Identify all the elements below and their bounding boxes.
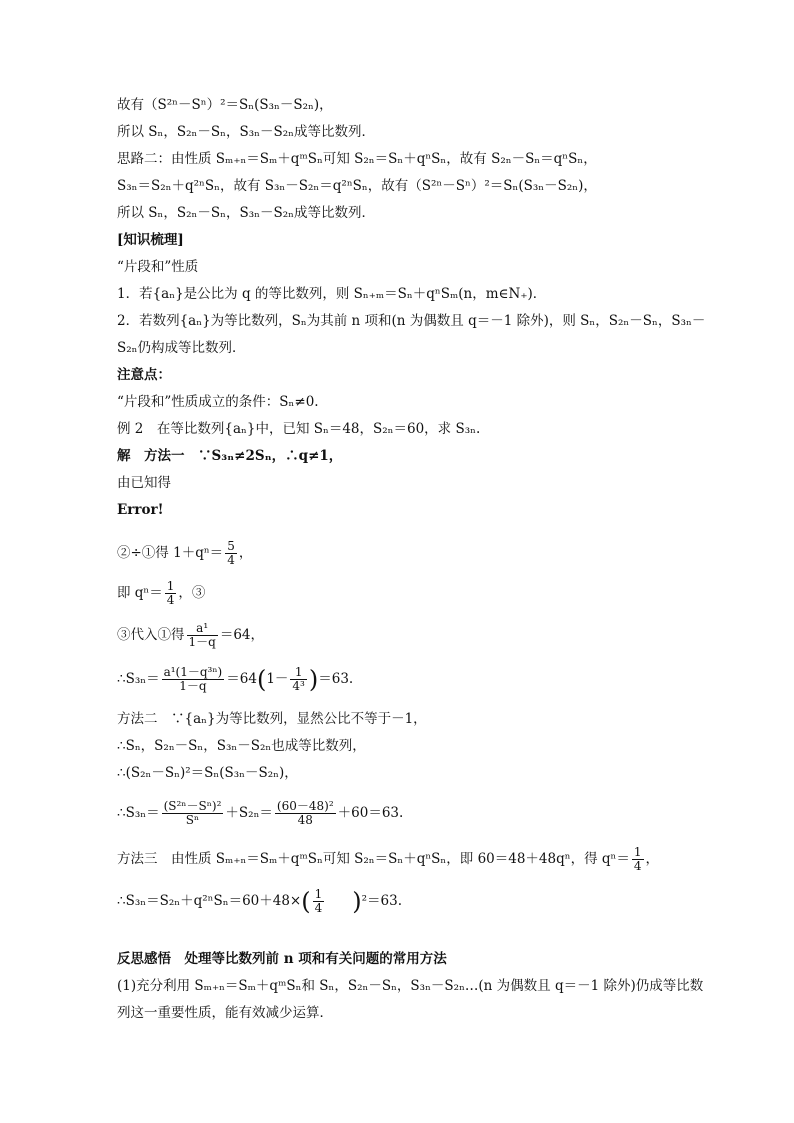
text-line: S₂ₙ仍构成等比数列． xyxy=(117,340,246,356)
text-line: (1)充分利用 Sₘ₊ₙ＝Sₘ＋qᵐSₙ和 Sₙ，S₂ₙ－Sₙ，S₃ₙ－S₂ₙ…(n 为偶数且 q＝－1 除外)仍成等比数 xyxy=(117,978,704,994)
formula-line: 即 qⁿ＝ $\frac{1}{4}$ ，③ xyxy=(117,579,206,607)
text-line: 故有（S²ⁿ－Sⁿ）²＝Sₙ(S₃ₙ－S₂ₙ)， xyxy=(117,97,333,113)
solution-line: 解 方法一 ∵S₃ₙ≠2Sₙ，∴q≠1， xyxy=(117,448,343,464)
error-text: Error! xyxy=(117,502,164,518)
text-line: ∴Sₙ，S₂ₙ－Sₙ，S₃ₙ－S₂ₙ也成等比数列， xyxy=(117,738,366,754)
section-heading: [知识梳理] xyxy=(117,232,184,248)
text-line: S₃ₙ＝S₂ₙ＋q²ⁿSₙ，故有 S₃ₙ－S₂ₙ＝q²ⁿSₙ，故有（S²ⁿ－Sⁿ）²＝Sₙ(S₃ₙ－S₂ₙ)， xyxy=(117,178,597,194)
formula-line: ②÷①得 1＋qⁿ＝ $\frac{5}{4}$ ， xyxy=(117,539,253,567)
text-line: 1．若{aₙ}是公比为 q 的等比数列，则 Sₙ₊ₘ＝Sₙ＋qⁿSₘ(n，m∈N₊)． xyxy=(117,286,547,302)
formula-line: ③代入①得 $\frac{\text{a¹}}{1-q}$ ＝64， xyxy=(117,621,265,649)
reflection-heading: 反思感悟 处理等比数列前 n 项和有关问题的常用方法 xyxy=(117,951,447,967)
note-heading: 注意点： xyxy=(117,367,171,383)
formula-line: ∴S₃ₙ＝ $\frac{\text{(S²ⁿ－Sⁿ)²}}{\text{Sⁿ}}$ ＋S₂ₙ＝ $\frac{\text{(60－48)²}}{48}$ ＋60＝63. xyxy=(117,799,404,827)
text-line: 列这一重要性质，能有效减少运算． xyxy=(117,1005,333,1021)
formula-line: ∴S₃ₙ＝ $\frac{\text{a¹(1－q³ⁿ)}}{1-q}$ ＝64(1－ $\frac{1}{\text{4³}}$ )＝63. xyxy=(117,665,354,694)
formula-line: 方法三 由性质 Sₘ₊ₙ＝Sₘ＋qᵐSₙ可知 S₂ₙ＝Sₙ＋qⁿSₙ，即 60＝48＋48qⁿ，得 qⁿ＝ $\frac{1}{4}$ ， xyxy=(117,845,659,873)
text-line: 所以 Sₙ，S₂ₙ－Sₙ，S₃ₙ－S₂ₙ成等比数列． xyxy=(117,124,375,140)
text-line: 所以 Sₙ，S₂ₙ－Sₙ，S₃ₙ－S₂ₙ成等比数列． xyxy=(117,205,375,221)
formula-line: ∴S₃ₙ＝S₂ₙ＋q²ⁿSₙ＝60＋48×( $\frac{1}{4}$ )²＝63. xyxy=(117,887,403,916)
text-line: “片段和”性质成立的条件：Sₙ≠0. xyxy=(117,394,319,410)
example-title: 例 2 在等比数列{aₙ}中，已知 Sₙ＝48，S₂ₙ＝60，求 S₃ₙ. xyxy=(117,421,481,437)
text-line: ∴(S₂ₙ－Sₙ)²＝Sₙ(S₃ₙ－S₂ₙ)， xyxy=(117,765,298,781)
text-line: 由已知得 xyxy=(117,475,171,491)
text-line: “片段和”性质 xyxy=(117,259,199,275)
text-line: 2．若数列{aₙ}为等比数列，Sₙ为其前 n 项和(n 为偶数且 q＝－1 除外)，则 Sₙ，S₂ₙ－Sₙ，S₃ₙ－ xyxy=(117,313,706,329)
text-line: 思路二：由性质 Sₘ₊ₙ＝Sₘ＋qᵐSₙ可知 S₂ₙ＝Sₙ＋qⁿSₙ，故有 S₂ₙ－Sₙ＝qⁿSₙ， xyxy=(117,151,597,167)
text-line: 方法二 ∵{aₙ}为等比数列，显然公比不等于－1， xyxy=(117,711,427,727)
